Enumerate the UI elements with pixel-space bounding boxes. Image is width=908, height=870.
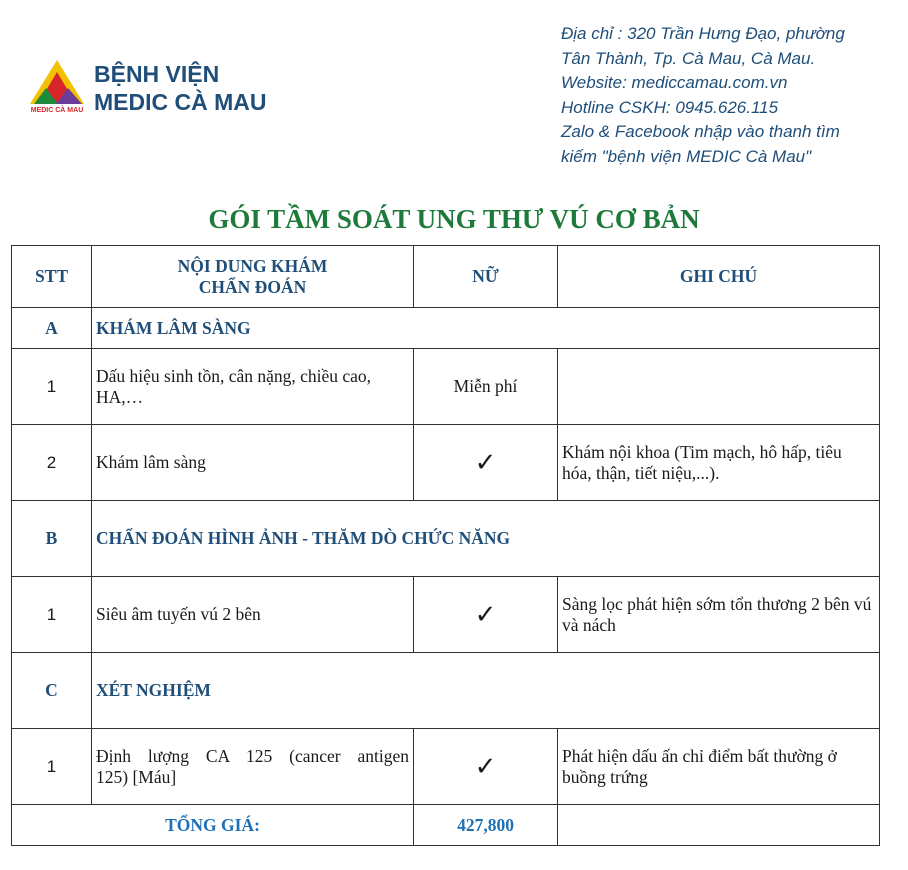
check-icon: ✓ [414,577,558,653]
row-content-line1: Định lượng CA 125 (cancer antigen [96,745,409,766]
row-note: Phát hiện dấu ấn chỉ điểm bất thường ở buồng trứng [558,729,880,805]
contact-social-line2: kiếm "bệnh viện MEDIC Cà Mau" [561,146,812,166]
row-note [558,349,880,425]
row-stt: 1 [12,729,92,805]
total-note [558,805,880,846]
table-row [12,577,880,653]
page-title: GÓI TẦM SOÁT UNG THƯ VÚ CƠ BẢN [208,204,700,234]
contact-info [561,22,901,169]
contact-hotline: Hotline CSKH: 0945.626.115 [561,97,779,117]
contact-address-line1: Địa chỉ : 320 Trần Hưng Đạo, phường [561,24,845,43]
table-row [12,729,880,805]
section-code: C [12,653,92,729]
header-content-line2: CHẨN ĐOÁN [198,276,307,297]
section-row [12,308,880,349]
header-content-line1: NỘI DUNG KHÁM [177,255,328,276]
table-row [12,425,880,501]
table-row [12,349,880,425]
total-row [12,805,880,846]
header-female: NỮ [414,246,558,308]
row-stt: 1 [12,577,92,653]
table-header-row [12,246,880,308]
hospital-name-line1: BỆNH VIỆN [94,61,220,87]
row-content: Dấu hiệu sinh tồn, cân nặng, chiều cao, HA,… [92,349,414,425]
row-content: Siêu âm tuyến vú 2 bên [92,577,414,653]
row-note: Khám nội khoa (Tim mạch, hô hấp, tiêu hóa, thận, tiết niệu,...). [558,425,880,501]
row-content [92,729,414,805]
contact-address-line2: Tân Thành, Tp. Cà Mau, Cà Mau. [561,48,816,68]
check-icon: ✓ [414,729,558,805]
row-stt: 2 [12,425,92,501]
header-note: GHI CHÚ [558,246,880,308]
hospital-logo [26,58,88,114]
section-code: A [12,308,92,349]
header-stt: STT [12,246,92,308]
header-content [92,246,414,308]
check-icon: ✓ [414,425,558,501]
total-value: 427,800 [414,805,558,846]
row-note: Sàng lọc phát hiện sớm tổn thương 2 bên vú và nách [558,577,880,653]
logo-caption: MEDIC CÀ MAU [30,107,84,114]
section-code: B [12,501,92,577]
row-content-line2: 125) [Máu] [96,766,177,787]
row-content: Khám lâm sàng [92,425,414,501]
hospital-name [94,60,267,116]
section-title: CHẨN ĐOÁN HÌNH ẢNH - THĂM DÒ CHỨC NĂNG [92,501,880,577]
package-table [11,245,880,846]
row-female-value: Miễn phí [414,349,558,425]
row-stt: 1 [12,349,92,425]
section-row [12,653,880,729]
hospital-name-line2: MEDIC CÀ MAU [94,89,267,115]
contact-website: Website: mediccamau.com.vn [561,73,788,92]
contact-social-line1: Zalo & Facebook nhập vào thanh tìm [561,122,840,141]
total-label: TỔNG GIÁ: [12,805,414,846]
section-title: XÉT NGHIỆM [92,653,880,729]
section-title: KHÁM LÂM SÀNG [92,308,880,349]
section-row [12,501,880,577]
